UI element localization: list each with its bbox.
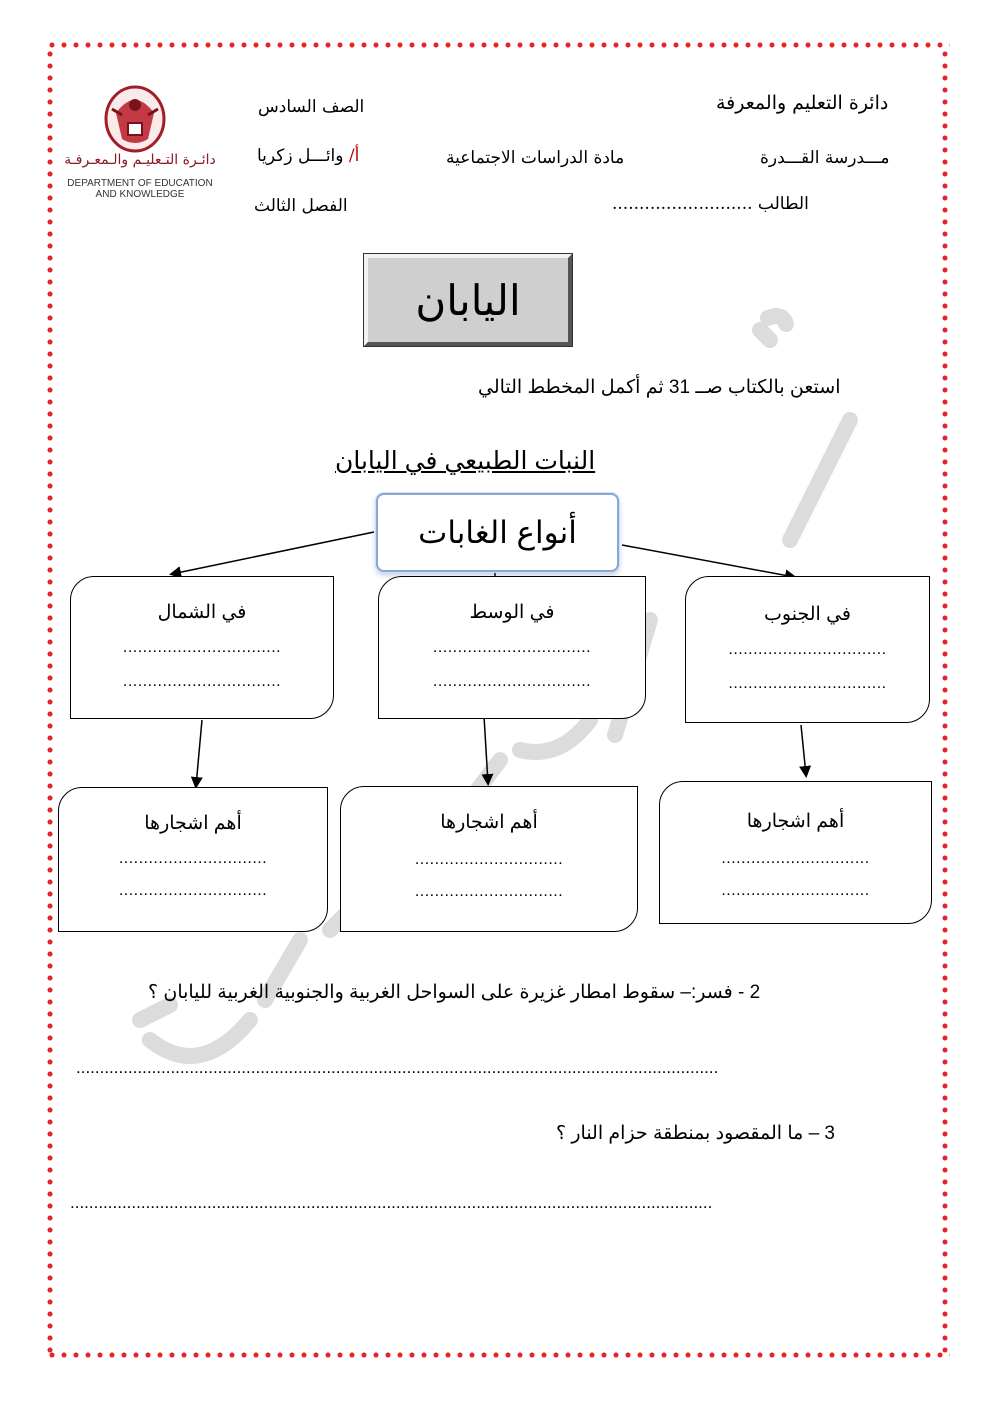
answer-line[interactable]: .............................. bbox=[118, 882, 268, 899]
term-label: الفصل الثالث bbox=[254, 196, 348, 216]
region-box-north bbox=[70, 576, 334, 719]
forest-types-box bbox=[376, 493, 619, 572]
answer-line[interactable]: .............................. bbox=[414, 851, 564, 868]
answer-line[interactable]: .............................. bbox=[721, 850, 870, 867]
trees-label: أهم اشجارها bbox=[440, 812, 538, 833]
trees-box-north bbox=[58, 787, 328, 932]
answer-line[interactable]: ................................ bbox=[122, 673, 282, 690]
answer-line[interactable]: ................................ bbox=[122, 639, 282, 656]
region-label-north: في الشمال bbox=[157, 602, 247, 623]
department-name: دائرة التعليم والمعرفة bbox=[716, 92, 889, 114]
subject-name: مادة الدراسات الاجتماعية bbox=[446, 148, 625, 168]
question-3: 3 – ما المقصود بمنطقة حزام النار ؟ bbox=[556, 1123, 835, 1144]
answer-line[interactable]: ................................ bbox=[432, 639, 592, 656]
school-name: مـــدرسة القـــدرة bbox=[760, 148, 890, 168]
trees-box-south bbox=[659, 781, 932, 924]
trees-box-center bbox=[340, 786, 638, 932]
answer-line[interactable]: .............................. bbox=[414, 883, 564, 900]
region-box-south bbox=[685, 576, 930, 723]
answer-line-q3[interactable]: ........................................................................................................................................ bbox=[70, 1193, 713, 1212]
answer-line[interactable]: ................................ bbox=[728, 641, 887, 658]
forest-types-label: أنواع الغابات bbox=[418, 514, 577, 550]
region-label-south: في الجنوب bbox=[764, 604, 851, 625]
instruction-text: استعن بالكتاب صــ 31 ثم أكمل المخطط التالي bbox=[478, 377, 841, 398]
region-box-center bbox=[378, 576, 646, 719]
page-title: اليابان bbox=[415, 276, 521, 324]
trees-label: أهم اشجارها bbox=[746, 811, 845, 832]
trees-label: أهم اشجارها bbox=[144, 813, 242, 834]
answer-line[interactable]: ................................ bbox=[728, 675, 887, 692]
teacher-name-text: وائـــل زكريا bbox=[257, 146, 344, 166]
logo-english-text: DEPARTMENT OF EDUCATION AND KNOWLEDGE bbox=[67, 178, 213, 200]
logo-arabic-text: دائـرة التـعليـم والـمعـرفـة bbox=[64, 152, 216, 168]
answer-line[interactable]: ................................ bbox=[432, 673, 592, 690]
answer-line[interactable]: .............................. bbox=[721, 882, 870, 899]
region-label-center: في الوسط bbox=[469, 602, 555, 623]
question-2: 2 - فسر:– سقوط امطار غزيرة على السواحل الغربية والجنوبية الغربية لليابان ؟ bbox=[148, 982, 761, 1003]
answer-line[interactable]: .............................. bbox=[118, 850, 268, 867]
grade-label: الصف السادس bbox=[258, 97, 365, 117]
teacher-prefix: أ/ bbox=[348, 146, 360, 166]
student-field[interactable]: الطالب .......................... bbox=[612, 194, 809, 214]
section-title: النبات الطبيعي في اليابان bbox=[335, 447, 596, 475]
answer-line-q2[interactable]: ........................................................................................................................................ bbox=[76, 1058, 719, 1077]
